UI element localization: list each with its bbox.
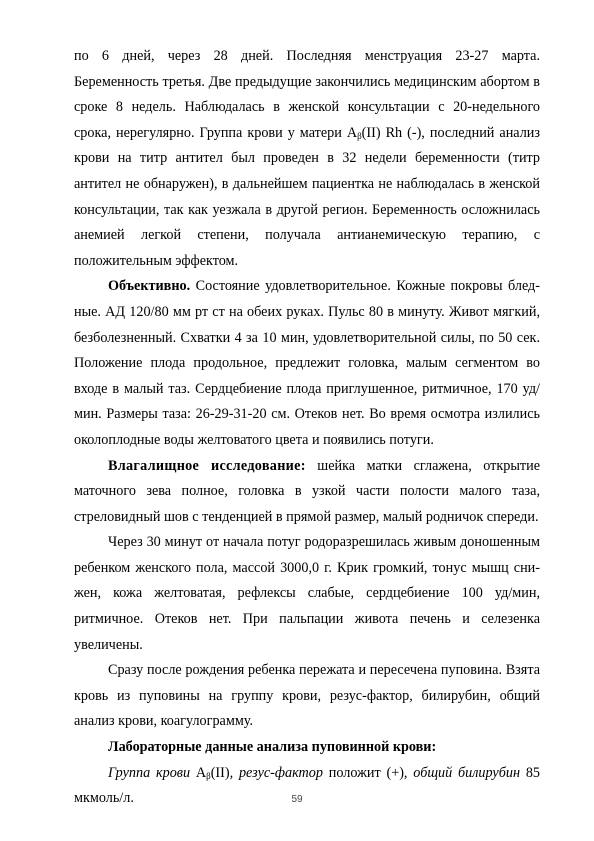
blood-group-subscript: β [357, 130, 362, 141]
blood-group-label: Группа крови [108, 764, 191, 781]
anamnesis-text-1: по 6 дней, через 28 дней. Последняя менструация 23-27 марта. Беременность третья. Две предыдущие закончились медицинским абортом в сроке 8 недель. Наблюдалась в женской консультации с 20-недельного срока, нерегулярно. Группа крови у матери A [74, 48, 540, 141]
rh-factor-label: , резус-фактор [229, 764, 323, 781]
bilirubin-value: 85 мкмоль/л. [74, 764, 541, 807]
paragraph-delivery [74, 530, 540, 658]
rh-factor-value: положит (+), [322, 764, 414, 781]
objective-text: Состояние удовлетворительное. Кожные покровы блед-ные. АД 120/80 мм рт ст на обеих руках. Пульс 80 в минуту. Живот мягкий, безболезненный. Схватки 4 за 10 мин, удовлетворительной силы, по 50 сек. Положение плода продольное, предлежит головка, малым сегментом во входе в малый таз. Сердцебиение плода приглушенное, ритмичное, 170 уд/мин. Размеры таза: 26-29-31-20 см. Отеков нет. Во время осмотра излились околоплодные воды желтоватого цвета и появились потуги. [74, 278, 540, 448]
delivery-text: Через 30 минут от начала потуг родоразрешилась живым доношенным ребенком женского пола, массой 3000,0 г. Крик громкий, тонус мышц сни-жен, кожа желтоватая, рефлексы слабые, сердцебиение 100 уд/мин, ритмичное. Отеков нет. При пальпации живота печень и селезенка увеличены. [74, 534, 540, 653]
cord-blood-text: Сразу после рождения ребенка пережата и пересечена пуповина. Взята кровь из пуповины на группу крови, резус-фактор, билирубин, общий анализ крови, коагулограмму. [74, 662, 540, 730]
paragraph-anamnesis [74, 44, 540, 274]
newborn-blood-group-subscript: β [206, 770, 211, 781]
bilirubin-label: общий билирубин [413, 764, 521, 781]
paragraph-objective [74, 274, 540, 453]
paragraph-vaginal-exam [74, 454, 540, 531]
blood-group-value: A [190, 764, 207, 781]
document-body [74, 44, 540, 812]
anamnesis-text-2: (II) Rh (-), последний анализ крови на титр антител был проведен в 32 недели беременности (титр антител не обнаружен), в дальнейшем пациентка не наблюдалась в женской консультации, так как уезжала в другой регион. Беременность осложнилась анемией легкой степени, получала антианемическую терапию, с положительным эффектом. [74, 124, 540, 269]
paragraph-cord-blood [74, 658, 540, 735]
page-number: 59 [291, 794, 303, 805]
objective-heading: Объективно. [108, 278, 191, 295]
vaginal-exam-heading: Влагалищное исследование: [108, 457, 306, 474]
lab-data-heading: Лабораторные данные анализа пуповинной крови: [108, 739, 437, 756]
blood-group-roman: (II) [210, 764, 230, 781]
vaginal-exam-text: шейка матки сглажена, открытие маточного зева полное, головка в узкой части полости малого таза, стреловидный шов с тенденцией в прямой размер, малый родничок спереди. [74, 457, 540, 525]
